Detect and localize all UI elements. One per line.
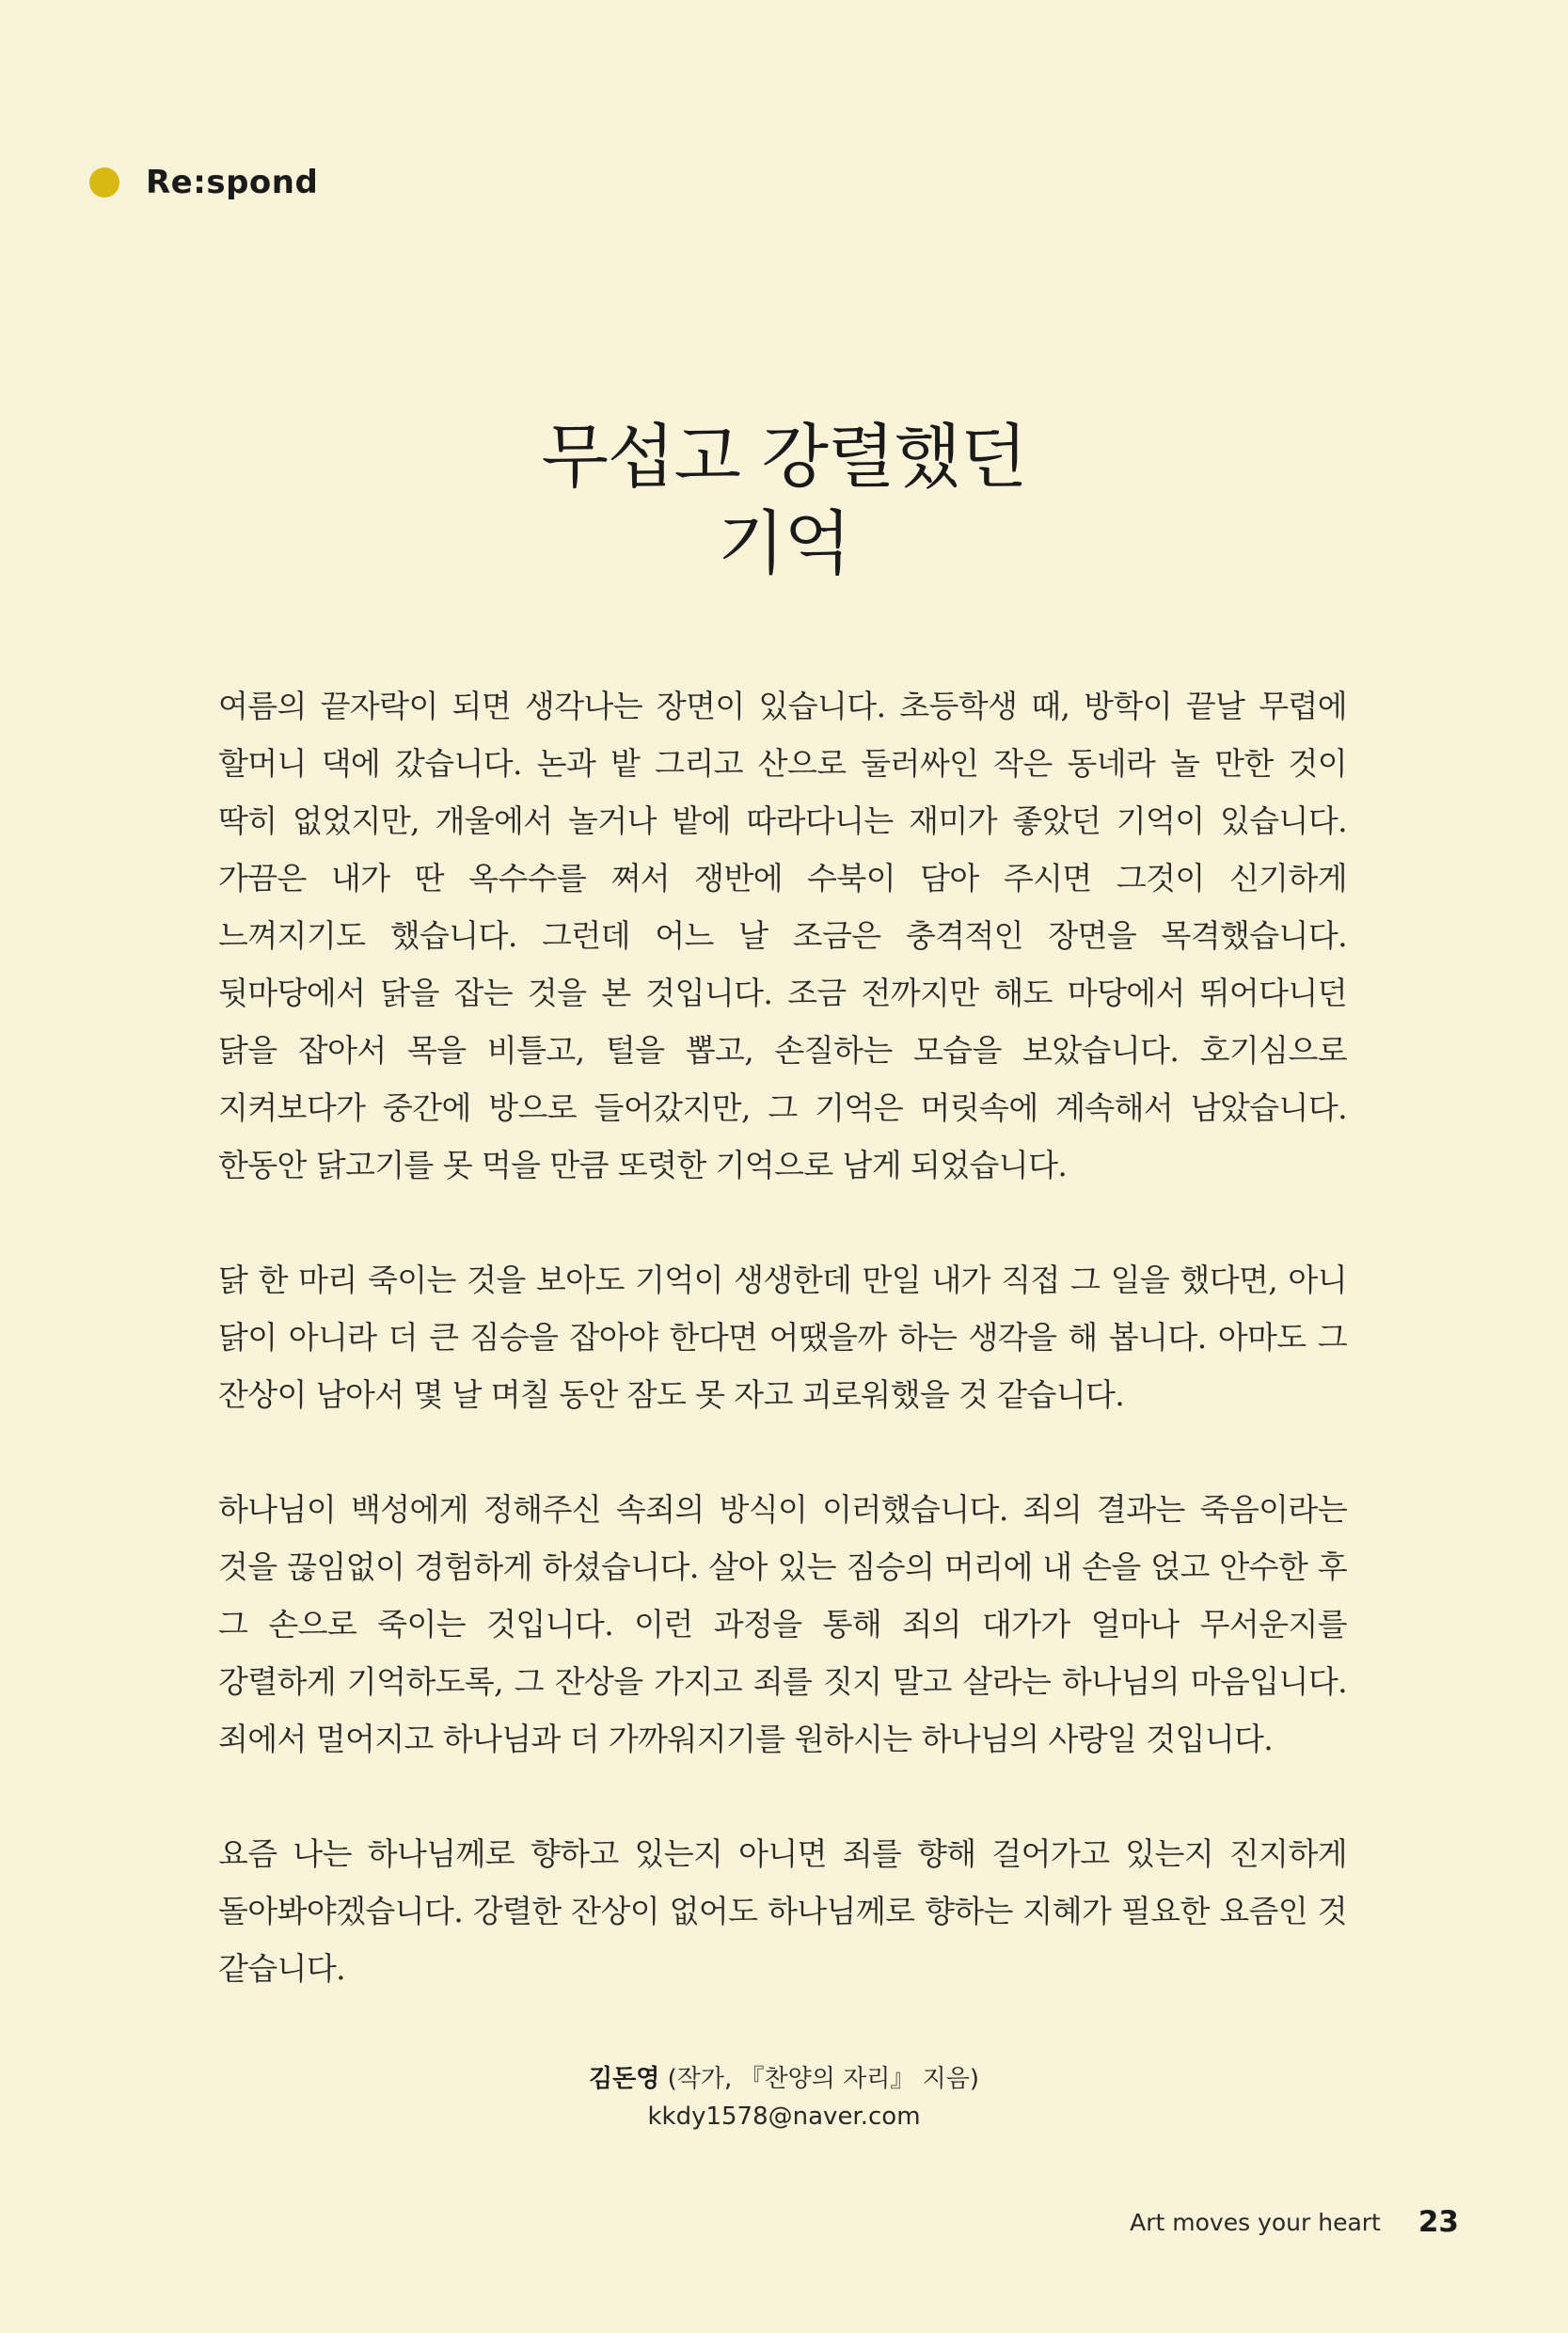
page-footer — [1130, 2205, 1459, 2239]
section-dot-icon — [89, 167, 119, 198]
author-name: 김돈영 — [588, 2065, 660, 2093]
page-number: 23 — [1418, 2205, 1459, 2239]
footer-tagline: Art moves your heart — [1130, 2208, 1381, 2236]
paragraph: 여름의 끝자락이 되면 생각나는 장면이 있습니다. 초등학생 때, 방학이 끝날 무렵에 할머니 댁에 갔습니다. 논과 밭 그리고 산으로 둘러싸인 작은 동네라 놀 만한 것이 딱히 없었지만, 개울에서 놀거나 밭에 따라다니는 재미가 좋았던 기억이 있습니다. 가끔은 내가 딴 옥수수를 쪄서 쟁반에 수북이 담아 주시면 그것이 신기하게 느껴지기도 했습니다. 그런데 어느 날 조금은 충격적인 장면을 목격했습니다. 뒷마당에서 닭을 잡는 것을 본 것입니다. 조금 전까지만 해도 마당에서 뛰어다니던 닭을 잡아서 목을 비틀고, 털을 뽑고, 손질하는 모습을 보았습니다. 호기심으로 지켜보다가 중간에 방으로 들어갔지만, 그 기억은 머릿속에 계속해서 남았습니다. 한동안 닭고기를 못 먹을 만큼 또렷한 기억으로 남게 되었습니다. — [218, 688, 1347, 1183]
article-title — [0, 414, 1568, 587]
author-credit: (작가, 『찬양의 자리』 지음) — [667, 2065, 979, 2093]
title-line-2: 기억 — [718, 503, 850, 584]
paragraph: 하나님이 백성에게 정해주신 속죄의 방식이 이러했습니다. 죄의 결과는 죽음이라는 것을 끊임없이 경험하게 하셨습니다. 살아 있는 짐승의 머리에 내 손을 얹고 안수한 후 그 손으로 죽이는 것입니다. 이런 과정을 통해 죄의 대가가 얼마나 무서운지를 강렬하게 기억하도록, 그 잔상을 가지고 죄를 짓지 말고 살라는 하나님의 마음입니다. 죄에서 멀어지고 하나님과 더 가까워지기를 원하시는 하나님의 사랑일 것입니다. — [218, 1491, 1347, 1757]
section-label: Re:spond — [146, 164, 319, 201]
author-email: kkdy1578@naver.com — [647, 2103, 921, 2131]
section-tag — [89, 160, 318, 205]
paragraph: 닭 한 마리 죽이는 것을 보아도 기억이 생생한데 만일 내가 직접 그 일을 했다면, 아니 닭이 아니라 더 큰 짐승을 잡아야 한다면 어땠을까 하는 생각을 해 봅니다. 아마도 그 잔상이 남아서 몇 날 며칠 동안 잠도 못 자고 괴로워했을 것 같습니다. — [218, 1262, 1347, 1413]
paragraph: 요즘 나는 하나님께로 향하고 있는지 아니면 죄를 향해 걸어가고 있는지 진지하게 돌아봐야겠습니다. 강렬한 잔상이 없어도 하나님께로 향하는 지혜가 필요한 요즘인 것 같습니다. — [218, 1835, 1347, 1987]
title-line-1: 무섭고 강렬했던 — [541, 417, 1027, 498]
author-block — [0, 2060, 1568, 2135]
article-body — [218, 677, 1347, 1997]
author-line — [0, 2060, 1568, 2098]
